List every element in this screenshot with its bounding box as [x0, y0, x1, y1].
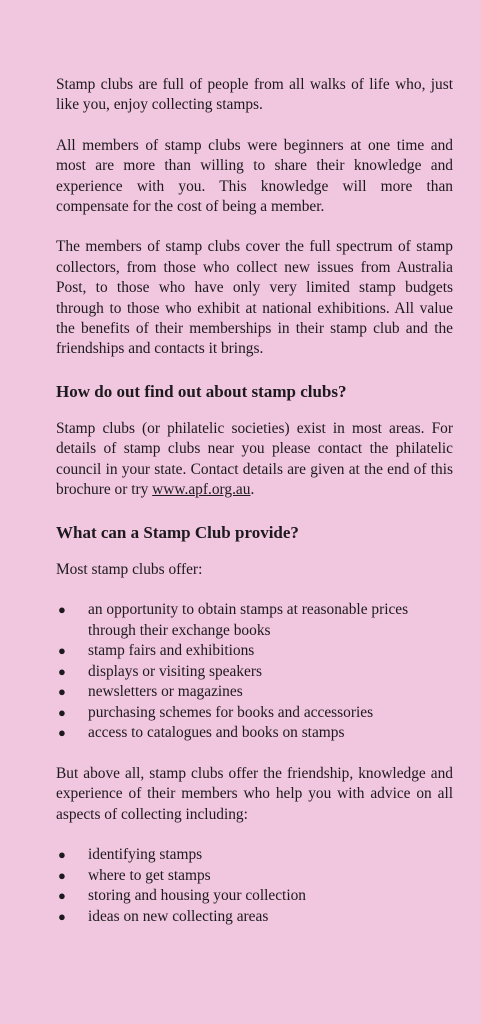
- list-item: [56, 703, 453, 724]
- bullet-icon: ●: [58, 725, 66, 741]
- bullet-icon: ●: [58, 909, 66, 925]
- members-paragraph: The members of stamp clubs cover the full spectrum of stamp collectors, from those who collect new issues from Australia Post, to those who have only very limited stamp budgets through to those who exhibit at national exhibitions. All value the benefits of their memberships in their stamp club and the friendships and contacts it brings.: [56, 238, 453, 358]
- list-item-text: ideas on new collecting areas: [88, 908, 269, 926]
- apf-website-link[interactable]: www.apf.org.au: [152, 481, 251, 499]
- find-clubs-paragraph: [56, 419, 453, 501]
- bullet-icon: ●: [58, 867, 66, 883]
- find-clubs-text: Stamp clubs (or philatelic societies) exist in most areas. For details of stamp clubs near you please contact the philatelic council in your state. Contact details are given at the end of this brochure or try: [56, 419, 453, 499]
- bullet-icon: ●: [58, 643, 66, 659]
- find-clubs-text-end: .: [250, 481, 255, 499]
- bullet-icon: ●: [58, 663, 66, 679]
- bullet-icon: ●: [58, 704, 66, 720]
- list-item: [56, 866, 453, 887]
- find-clubs-heading: How do out find out about stamp clubs?: [56, 381, 347, 401]
- list-item-text: where to get stamps: [88, 866, 211, 884]
- bullet-icon: ●: [58, 601, 66, 617]
- list-item-text: purchasing schemes for books and accessories: [88, 703, 374, 721]
- beginners-paragraph: All members of stamp clubs were beginners at one time and most are more than willing to share their knowledge and experience with you. This knowledge will more than compensate for the cost of being a member.: [56, 136, 453, 216]
- list-item: [56, 682, 453, 703]
- list-item: [56, 845, 453, 866]
- intro-paragraph: Stamp clubs are full of people from all walks of life who, just like you, enjoy collecting stamps.: [56, 76, 453, 114]
- bullet-icon: ●: [58, 684, 66, 700]
- topics-list: [56, 845, 453, 927]
- list-item: [56, 907, 453, 928]
- list-item-text: stamp fairs and exhibitions: [88, 642, 255, 660]
- list-item: [56, 641, 453, 662]
- list-item-text: displays or visiting speakers: [88, 662, 262, 680]
- offers-list: [56, 600, 453, 744]
- list-item-text: storing and housing your collection: [88, 887, 307, 905]
- list-item: [56, 886, 453, 907]
- closing-paragraph: But above all, stamp clubs offer the friendship, knowledge and experience of their members who help you with advice on all aspects of collecting including:: [56, 765, 453, 823]
- list-item-text: identifying stamps: [88, 846, 203, 864]
- bullet-icon: ●: [58, 847, 66, 863]
- list-item-text: an opportunity to obtain stamps at reasonable prices through their exchange books: [88, 600, 409, 639]
- club-provide-heading: What can a Stamp Club provide?: [56, 522, 299, 542]
- list-item: [56, 723, 453, 744]
- offers-intro: Most stamp clubs offer:: [56, 560, 203, 578]
- bullet-icon: ●: [58, 888, 66, 904]
- list-item-text: access to catalogues and books on stamps: [88, 724, 345, 742]
- list-item: [56, 662, 453, 683]
- list-item: [56, 600, 453, 641]
- list-item-text: newsletters or magazines: [88, 683, 243, 701]
